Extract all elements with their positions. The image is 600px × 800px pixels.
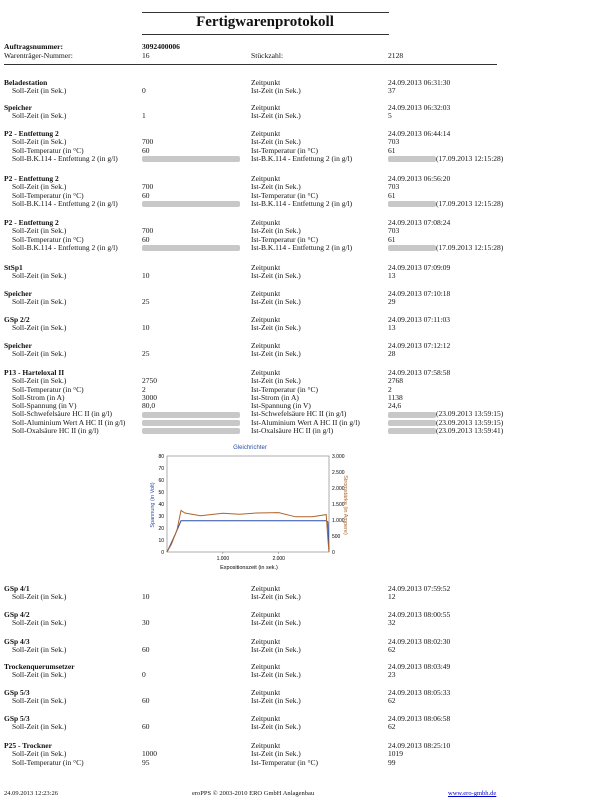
actual-value: 62 xyxy=(388,696,396,706)
timestamp-label: Zeitpunkt xyxy=(251,637,281,646)
measurement-date: (23.09.2013 13:59:41) xyxy=(436,426,504,436)
timestamp-label: Zeitpunkt xyxy=(251,662,281,671)
target-label: Soll-Strom (in A) xyxy=(12,392,65,402)
measurement-date: (17.09.2013 12:15:28) xyxy=(436,153,504,163)
process-step xyxy=(4,219,504,252)
measurement-row xyxy=(4,723,504,731)
redacted-value xyxy=(142,245,240,251)
process-step xyxy=(4,104,504,121)
timestamp-value: 24.09.2013 08:06:58 xyxy=(388,714,451,723)
timestamp-label: Zeitpunkt xyxy=(251,103,281,112)
step-name: GSp 5/3 xyxy=(4,688,30,697)
target-value: 60 xyxy=(142,234,150,244)
actual-value: 12 xyxy=(388,592,396,602)
measurement-row xyxy=(4,646,504,654)
y-left-tick-label: 20 xyxy=(158,526,164,532)
measurement-date: (23.09.2013 13:59:15) xyxy=(436,409,504,419)
actual-value: 703 xyxy=(388,226,400,236)
y-right-tick-label: 1.500 xyxy=(332,502,345,508)
measurement-row xyxy=(4,619,504,627)
timestamp-label: Zeitpunkt xyxy=(251,174,281,183)
target-label: Soll-Zeit (in Sek.) xyxy=(12,645,67,655)
process-step xyxy=(4,79,504,96)
actual-value xyxy=(388,200,503,208)
step-name: P2 - Entfettung 2 xyxy=(4,129,59,138)
actual-label: Ist-B.K.114 - Entfettung 2 (in g/l) xyxy=(251,198,353,208)
target-value xyxy=(142,244,240,252)
actual-value xyxy=(388,244,503,252)
actual-value: 13 xyxy=(388,271,396,281)
target-label: Soll-Zeit (in Sek.) xyxy=(12,670,67,680)
target-value: 1000 xyxy=(142,749,157,759)
actual-label: Ist-Zeit (in Sek.) xyxy=(251,749,301,759)
step-name: GSp 4/2 xyxy=(4,610,30,619)
target-value: 700 xyxy=(142,182,154,192)
chart-title: Gleichrichter xyxy=(233,445,267,451)
actual-label: Ist-Aluminium Wert A HC II (in g/l) xyxy=(251,417,360,427)
actual-value: 23 xyxy=(388,670,396,680)
target-label: Soll-Zeit (in Sek.) xyxy=(12,297,67,307)
target-label: Soll-Zeit (in Sek.) xyxy=(12,271,67,281)
redacted-value xyxy=(388,428,436,434)
step-name: P2 - Entfettung 2 xyxy=(4,218,59,227)
y-left-tick-label: 80 xyxy=(158,454,164,460)
measurement-row xyxy=(4,427,504,435)
step-name: GSp 2/2 xyxy=(4,315,30,324)
y-right-tick-label: 2.000 xyxy=(332,486,345,492)
x-tick-label: 1.000 xyxy=(216,556,230,562)
timestamp-value: 24.09.2013 07:08:24 xyxy=(388,218,451,227)
y-left-tick-label: 40 xyxy=(158,502,164,508)
actual-label: Ist-Zeit (in Sek.) xyxy=(251,645,301,655)
target-value: 60 xyxy=(142,190,150,200)
chart-y-right-label: Stromstärke (in Ampere) xyxy=(342,475,348,535)
target-label: Soll-Zeit (in Sek.) xyxy=(12,182,67,192)
step-name: StSp1 xyxy=(4,263,23,272)
timestamp-value: 24.09.2013 06:31:30 xyxy=(388,78,451,87)
measurement-row xyxy=(4,324,504,332)
timestamp-value: 24.09.2013 08:00:55 xyxy=(388,610,451,619)
target-value: 25 xyxy=(142,297,150,307)
timestamp-label: Zeitpunkt xyxy=(251,688,281,697)
timestamp-value: 24.09.2013 07:59:52 xyxy=(388,584,451,593)
actual-label: Ist-Zeit (in Sek.) xyxy=(251,696,301,706)
actual-label: Ist-Temperatur (in °C) xyxy=(251,190,319,200)
target-value: 60 xyxy=(142,722,150,732)
actual-value: 62 xyxy=(388,645,396,655)
target-value: 0 xyxy=(142,86,146,96)
timestamp-value: 24.09.2013 06:56:20 xyxy=(388,174,451,183)
timestamp-value: 24.09.2013 08:02:30 xyxy=(388,637,451,646)
target-label: Soll-Zeit (in Sek.) xyxy=(12,749,67,759)
process-step xyxy=(4,689,504,706)
y-left-tick-label: 50 xyxy=(158,490,164,496)
step-name: P13 - Harteloxal II xyxy=(4,368,65,377)
title-top-rule xyxy=(142,12,389,13)
y-left-tick-label: 0 xyxy=(161,550,164,556)
timestamp-label: Zeitpunkt xyxy=(251,129,281,138)
timestamp-value: 24.09.2013 07:58:58 xyxy=(388,368,451,377)
actual-label: Ist-Zeit (in Sek.) xyxy=(251,592,301,602)
target-value: 25 xyxy=(142,349,150,359)
measurement-row xyxy=(4,112,504,120)
actual-label: Ist-B.K.114 - Entfettung 2 (in g/l) xyxy=(251,153,353,163)
target-value xyxy=(142,419,240,427)
target-label: Soll-Zeit (in Sek.) xyxy=(12,592,67,602)
actual-value: 13 xyxy=(388,323,396,333)
voltage-series-line xyxy=(167,521,329,552)
chart-y-left-label: Spannung (in Volt) xyxy=(150,482,156,528)
carrier-number-label: Warenträger-Nummer: xyxy=(4,51,73,60)
process-step xyxy=(4,264,504,281)
process-step xyxy=(4,369,504,435)
target-label: Soll-Zeit (in Sek.) xyxy=(12,86,67,96)
step-name: P2 - Entfettung 2 xyxy=(4,174,59,183)
step-name: GSp 4/1 xyxy=(4,584,30,593)
measurement-row xyxy=(4,155,504,163)
target-label: Soll-Aluminium Wert A HC II (in g/l) xyxy=(12,417,126,427)
actual-label: Ist-Zeit (in Sek.) xyxy=(251,182,301,192)
target-value: 2 xyxy=(142,384,146,394)
target-value: 60 xyxy=(142,696,150,706)
footer-link[interactable]: www.ero-gmbh.de xyxy=(448,790,497,797)
actual-label: Ist-Zeit (in Sek.) xyxy=(251,376,301,386)
piece-count-value: 2128 xyxy=(388,51,404,60)
title-bottom-rule xyxy=(142,34,389,35)
x-tick-label: 2.000 xyxy=(272,556,285,562)
actual-label: Ist-Zeit (in Sek.) xyxy=(251,722,301,732)
actual-value: 99 xyxy=(388,757,396,767)
y-right-tick-label: 3.000 xyxy=(332,454,345,460)
piece-count-label: Stückzahl: xyxy=(251,51,284,60)
target-label: Soll-Temperatur (in °C) xyxy=(12,384,84,394)
target-label: Soll-Zeit (in Sek.) xyxy=(12,376,67,386)
measurement-row xyxy=(4,244,504,252)
target-label: Soll-Zeit (in Sek.) xyxy=(12,722,67,732)
target-value: 80,0 xyxy=(142,401,156,411)
timestamp-value: 24.09.2013 07:09:09 xyxy=(388,263,451,272)
timestamp-value: 24.09.2013 08:03:49 xyxy=(388,662,451,671)
process-step xyxy=(4,175,504,208)
measurement-row xyxy=(4,593,504,601)
page-title: Fertigwarenprotokoll xyxy=(196,14,334,30)
target-value xyxy=(142,200,240,208)
chart-svg xyxy=(145,440,355,580)
target-label: Soll-Zeit (in Sek.) xyxy=(12,618,67,628)
target-label: Soll-Temperatur (in °C) xyxy=(12,234,84,244)
actual-value: 61 xyxy=(388,234,396,244)
actual-label: Ist-Temperatur (in °C) xyxy=(251,145,319,155)
redacted-value xyxy=(388,201,436,207)
actual-value: 61 xyxy=(388,190,396,200)
process-step xyxy=(4,585,504,602)
timestamp-label: Zeitpunkt xyxy=(251,78,281,87)
process-step xyxy=(4,342,504,359)
timestamp-label: Zeitpunkt xyxy=(251,584,281,593)
target-label: Soll-Spannung (in V) xyxy=(12,401,77,411)
target-label: Soll-B.K.114 - Entfettung 2 (in g/l) xyxy=(12,198,118,208)
actual-label: Ist-Temperatur (in °C) xyxy=(251,234,319,244)
process-step xyxy=(4,130,504,163)
measurement-row xyxy=(4,671,504,679)
measurement-row xyxy=(4,87,504,95)
measurement-row xyxy=(4,200,504,208)
process-step xyxy=(4,611,504,628)
timestamp-value: 24.09.2013 07:11:03 xyxy=(388,315,451,324)
target-value: 95 xyxy=(142,757,150,767)
process-step xyxy=(4,742,504,767)
actual-label: Ist-Strom (in A) xyxy=(251,392,299,402)
actual-label: Ist-Zeit (in Sek.) xyxy=(251,297,301,307)
actual-value xyxy=(388,427,503,435)
timestamp-value: 24.09.2013 08:25:10 xyxy=(388,741,451,750)
process-step xyxy=(4,290,504,307)
target-value: 30 xyxy=(142,618,150,628)
process-step xyxy=(4,638,504,655)
process-step xyxy=(4,715,504,732)
target-value xyxy=(142,410,240,418)
order-number-value: 3092400006 xyxy=(142,42,180,51)
actual-value: 1138 xyxy=(388,392,403,402)
timestamp-value: 24.09.2013 08:05:33 xyxy=(388,688,451,697)
actual-label: Ist-Zeit (in Sek.) xyxy=(251,618,301,628)
target-label: Soll-Schwefelsäure HC II (in g/l) xyxy=(12,409,112,419)
actual-value: 62 xyxy=(388,722,396,732)
target-value: 3000 xyxy=(142,392,157,402)
step-name: Trockenquerumsetzer xyxy=(4,662,75,671)
redacted-value xyxy=(388,245,436,251)
target-label: Soll-Zeit (in Sek.) xyxy=(12,226,67,236)
target-label: Soll-Temperatur (in °C) xyxy=(12,757,84,767)
redacted-value xyxy=(388,156,436,162)
y-right-tick-label: 2.500 xyxy=(332,470,345,476)
actual-label: Ist-Schwefelsäure HC II (in g/l) xyxy=(251,409,347,419)
step-name: Beladestation xyxy=(4,78,48,87)
actual-label: Ist-Zeit (in Sek.) xyxy=(251,111,301,121)
target-label: Soll-Zeit (in Sek.) xyxy=(12,349,67,359)
actual-label: Ist-Zeit (in Sek.) xyxy=(251,86,301,96)
measurement-row xyxy=(4,272,504,280)
actual-value xyxy=(388,155,503,163)
measurement-date: (17.09.2013 12:15:28) xyxy=(436,242,504,252)
actual-value: 29 xyxy=(388,297,396,307)
target-label: Soll-B.K.114 - Entfettung 2 (in g/l) xyxy=(12,242,118,252)
target-value: 10 xyxy=(142,592,150,602)
actual-value: 37 xyxy=(388,86,396,96)
actual-label: Ist-Zeit (in Sek.) xyxy=(251,323,301,333)
target-value xyxy=(142,427,240,435)
footer-copyright: eroPPS © 2003-2010 ERO GmbH Anlagenbau xyxy=(192,790,315,797)
target-value: 1 xyxy=(142,111,146,121)
target-label: Soll-Zeit (in Sek.) xyxy=(12,111,67,121)
y-left-tick-label: 30 xyxy=(158,514,164,520)
timestamp-value: 24.09.2013 06:32:03 xyxy=(388,103,451,112)
order-number-label: Auftragsnummer: xyxy=(4,42,64,51)
header-divider xyxy=(4,64,497,65)
target-label: Soll-B.K.114 - Entfettung 2 (in g/l) xyxy=(12,153,118,163)
target-label: Soll-Oxalsäure HC II (in g/l) xyxy=(12,426,99,436)
actual-label: Ist-Oxalsäure HC II (in g/l) xyxy=(251,426,334,436)
target-label: Soll-Zeit (in Sek.) xyxy=(12,323,67,333)
current-series-line xyxy=(167,510,329,552)
target-value: 700 xyxy=(142,137,154,147)
measurement-row xyxy=(4,298,504,306)
actual-label: Ist-Zeit (in Sek.) xyxy=(251,271,301,281)
timestamp-label: Zeitpunkt xyxy=(251,218,281,227)
measurement-date: (17.09.2013 12:15:28) xyxy=(436,198,504,208)
timestamp-value: 24.09.2013 07:10:18 xyxy=(388,289,451,298)
target-label: Soll-Temperatur (in °C) xyxy=(12,145,84,155)
measurement-row xyxy=(4,759,504,767)
target-value: 0 xyxy=(142,670,146,680)
step-name: Speicher xyxy=(4,289,32,298)
actual-value: 5 xyxy=(388,111,392,121)
timestamp-label: Zeitpunkt xyxy=(251,368,281,377)
chart-x-label: Expositionszeit (in sek.) xyxy=(220,565,278,571)
target-value: 60 xyxy=(142,145,150,155)
actual-value: 32 xyxy=(388,618,396,628)
target-value xyxy=(142,155,240,163)
target-value: 2750 xyxy=(142,376,157,386)
y-right-tick-label: 0 xyxy=(332,550,335,556)
timestamp-value: 24.09.2013 06:44:14 xyxy=(388,129,451,138)
measurement-row xyxy=(4,350,504,358)
step-name: GSp 5/3 xyxy=(4,714,30,723)
redacted-value xyxy=(142,420,240,426)
actual-value: 24,6 xyxy=(388,401,402,411)
redacted-value xyxy=(388,420,436,426)
measurement-row xyxy=(4,697,504,705)
actual-label: Ist-B.K.114 - Entfettung 2 (in g/l) xyxy=(251,242,353,252)
timestamp-value: 24.09.2013 07:12:12 xyxy=(388,341,451,350)
target-value: 10 xyxy=(142,271,150,281)
carrier-number-value: 16 xyxy=(142,51,150,60)
process-step xyxy=(4,316,504,333)
target-value: 700 xyxy=(142,226,154,236)
y-right-tick-label: 500 xyxy=(332,534,341,540)
actual-label: Ist-Temperatur (in °C) xyxy=(251,757,319,767)
actual-value: 2 xyxy=(388,384,392,394)
timestamp-label: Zeitpunkt xyxy=(251,610,281,619)
target-value: 60 xyxy=(142,645,150,655)
actual-value: 1019 xyxy=(388,749,403,759)
y-left-tick-label: 10 xyxy=(158,538,164,544)
actual-value: 61 xyxy=(388,145,396,155)
redacted-value xyxy=(142,428,240,434)
actual-value: 703 xyxy=(388,182,400,192)
actual-value: 2768 xyxy=(388,376,403,386)
redacted-value xyxy=(142,201,240,207)
y-right-tick-label: 1.000 xyxy=(332,518,345,524)
actual-label: Ist-Zeit (in Sek.) xyxy=(251,670,301,680)
target-label: Soll-Zeit (in Sek.) xyxy=(12,137,67,147)
actual-value: 28 xyxy=(388,349,396,359)
redacted-value xyxy=(388,412,436,418)
timestamp-label: Zeitpunkt xyxy=(251,263,281,272)
timestamp-label: Zeitpunkt xyxy=(251,741,281,750)
target-value: 10 xyxy=(142,323,150,333)
actual-label: Ist-Zeit (in Sek.) xyxy=(251,349,301,359)
timestamp-label: Zeitpunkt xyxy=(251,289,281,298)
timestamp-label: Zeitpunkt xyxy=(251,315,281,324)
target-label: Soll-Zeit (in Sek.) xyxy=(12,696,67,706)
step-name: Speicher xyxy=(4,341,32,350)
redacted-value xyxy=(142,412,240,418)
step-name: P25 - Trockner xyxy=(4,741,52,750)
actual-label: Ist-Temperatur (in °C) xyxy=(251,384,319,394)
plot-frame xyxy=(167,456,329,552)
footer-timestamp: 24.09.2013 12:23:26 xyxy=(4,790,58,797)
timestamp-label: Zeitpunkt xyxy=(251,341,281,350)
step-name: GSp 4/3 xyxy=(4,637,30,646)
step-name: Speicher xyxy=(4,103,32,112)
timestamp-label: Zeitpunkt xyxy=(251,714,281,723)
measurement-date: (23.09.2013 13:59:15) xyxy=(436,417,504,427)
y-left-tick-label: 60 xyxy=(158,478,164,484)
rectifier-chart xyxy=(145,440,355,580)
process-step xyxy=(4,663,504,680)
redacted-value xyxy=(142,156,240,162)
actual-value: 703 xyxy=(388,137,400,147)
actual-label: Ist-Zeit (in Sek.) xyxy=(251,137,301,147)
actual-label: Ist-Zeit (in Sek.) xyxy=(251,226,301,236)
target-label: Soll-Temperatur (in °C) xyxy=(12,190,84,200)
y-left-tick-label: 70 xyxy=(158,466,164,472)
order-header xyxy=(4,42,496,60)
actual-label: Ist-Spannung (in V) xyxy=(251,401,311,411)
